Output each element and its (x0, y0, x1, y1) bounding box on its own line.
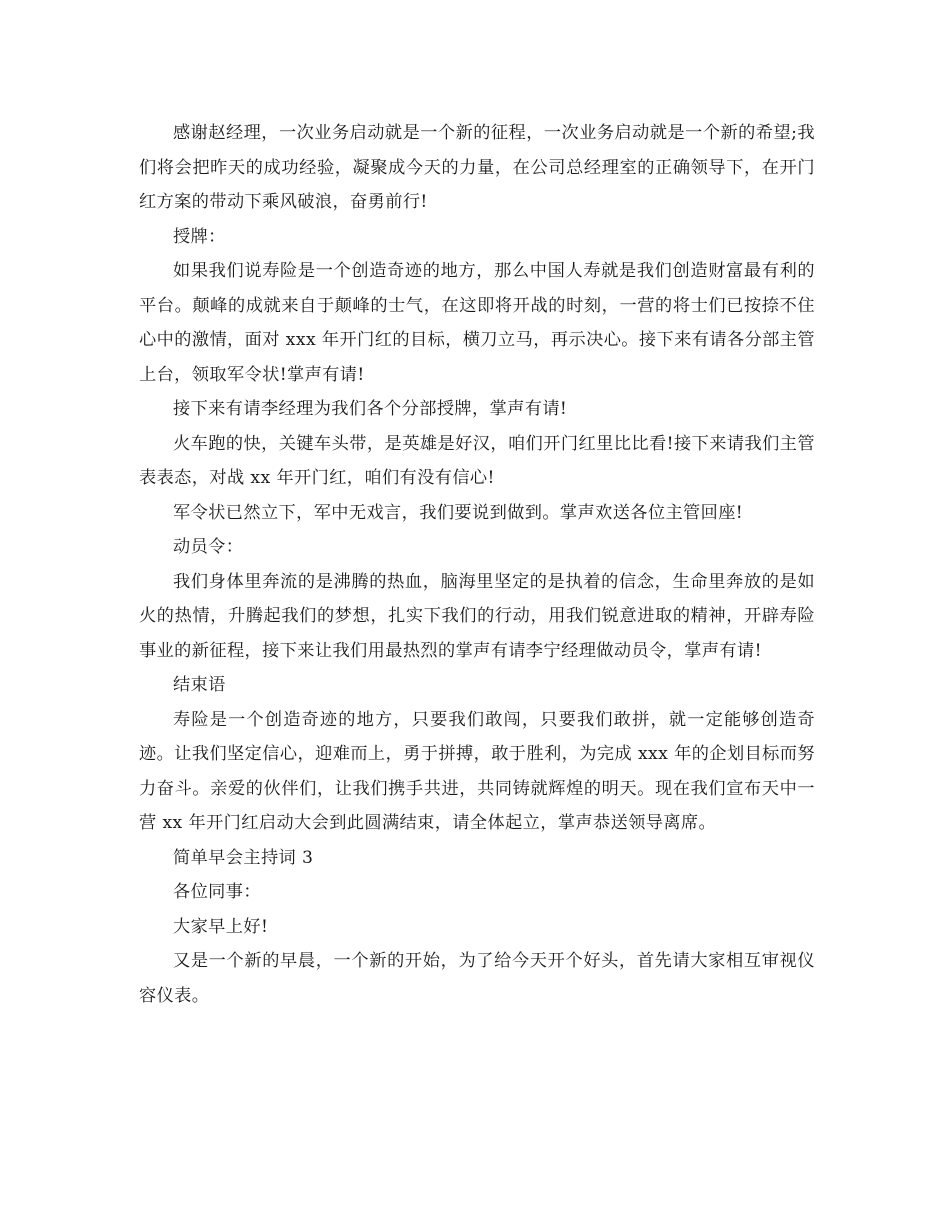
paragraph-closing: 寿险是一个创造奇迹的地方，只要我们敢闯，只要我们敢拼，就一定能够创造奇迹。让我们坚定信心，迎难而上，勇于拼搏，敢于胜利，为完成 xxx 年的企划目标而努力奋斗。亲爱的伙伴们，让我们携手共进，共同铸就辉煌的明天。现在我们宣布天中一营 xx 年开门红启动大会到此圆满结束，请全体起立，掌声恭送领导离席。 (139, 709, 815, 833)
paragraph-mobilization: 我们身体里奔流的是沸腾的热血，脑海里坚定的是执着的信念，生命里奔放的是如火的热情，升腾起我们的梦想，扎实下我们的行动，用我们锐意进取的精神，开辟寿险事业的新征程，接下来让我们用最热烈的掌声有请李宁经理做动员令，掌声有请! (139, 571, 815, 661)
heading-mobilization: 动员令： (173, 537, 244, 557)
paragraph-greeting-colleagues: 各位同事： (173, 882, 261, 902)
paragraph-manager-award: 接下来有请李经理为我们各个分部授牌，掌声有请! (173, 399, 568, 419)
paragraph-award: 如果我们说寿险是一个创造奇迹的地方，那么中国人寿就是我们创造财富最有利的平台。颠峰的成就来自于颠峰的士气，在这即将开战的时刻，一营的将士们已按捺不住心中的激情，面对 xxx 年开门红的目标，横刀立马，再示决心。接下来有请各分部主管上台，领取军令状!掌声有请! (139, 261, 815, 385)
paragraph-good-morning: 大家早上好! (173, 916, 269, 937)
paragraph-military-order: 军令状已然立下，军中无戏言，我们要说到做到。掌声欢送各位主管回座! (173, 502, 744, 523)
heading-morning-meeting: 简单早会主持词 3 (173, 847, 314, 868)
document-body (139, 116, 815, 1013)
paragraph-thanks: 感谢赵经理，一次业务启动就是一个新的征程，一次业务启动就是一个新的希望;我们将会把昨天的成功经验，凝聚成今天的力量，在公司总经理室的正确领导下，在开门红方案的带动下乘风破浪，奋勇前行! (139, 123, 815, 212)
heading-closing: 结束语 (173, 675, 226, 695)
paragraph-train: 火车跑的快，关键车头带，是英雄是好汉，咱们开门红里比比看!接下来请我们主管表表态，对战 xx 年开门红，咱们有没有信心! (139, 433, 815, 488)
heading-award: 授牌： (173, 226, 226, 247)
paragraph-new-morning: 又是一个新的早晨，一个新的开始，为了给今天开个好头，首先请大家相互审视仪容仪表。 (139, 951, 815, 1006)
